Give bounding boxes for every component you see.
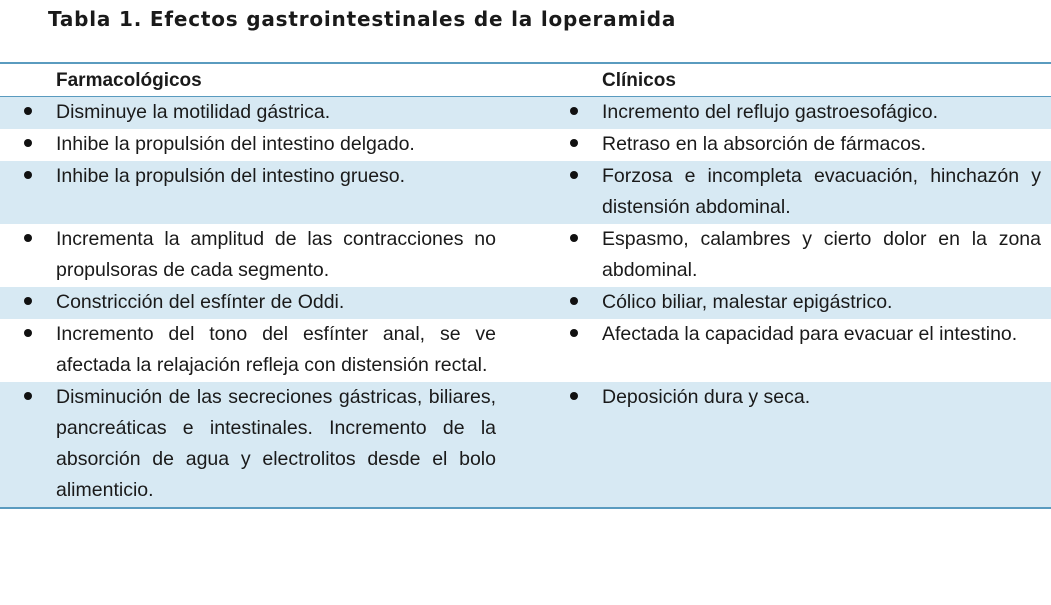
bullet-icon: [0, 129, 56, 161]
bullet-icon: [0, 224, 56, 287]
table-row: [0, 382, 1051, 508]
bullet-icon: [0, 287, 56, 319]
table-title: Tabla 1. Efectos gastrointestinales de la loperamida: [48, 7, 677, 31]
bullet-icon: [0, 161, 56, 224]
bullet-icon: [0, 382, 56, 508]
table-row: [0, 161, 1051, 224]
table-row: [0, 129, 1051, 161]
bullet-icon: [546, 161, 602, 224]
bullet-icon: [546, 287, 602, 319]
clinico-cell: Retraso en la absorción de fármacos.: [602, 133, 927, 155]
header-farmacologicos: Farmacológicos: [56, 63, 496, 97]
clinico-cell: Espasmo, calambres y cierto dolor en la zona abdominal.: [602, 228, 1041, 281]
bullet-icon: [546, 382, 602, 508]
bullet-icon: [546, 319, 602, 382]
bullet-icon: [546, 97, 602, 130]
bullet-icon: [546, 129, 602, 161]
table-row: [0, 287, 1051, 319]
bullet-icon: [546, 224, 602, 287]
header-clinicos: Clínicos: [602, 63, 1051, 97]
bullet-icon: [0, 319, 56, 382]
clinico-cell: Deposición dura y seca.: [602, 382, 1051, 508]
effects-table: [0, 62, 1051, 509]
farmacologico-cell: Disminuye la motilidad gástrica.: [56, 97, 496, 130]
farmacologico-cell: Inhibe la propulsión del intestino delgado.: [56, 133, 415, 155]
table-row: [0, 319, 1051, 382]
farmacologico-cell: Incremento del tono del esfínter anal, se ve afectada la relajación refleja con distensión rectal.: [56, 323, 496, 376]
clinico-cell: Afectada la capacidad para evacuar el intestino.: [602, 323, 1018, 345]
table-row: [0, 224, 1051, 287]
table-header-row: [0, 63, 1051, 97]
table-row: [0, 97, 1051, 130]
farmacologico-cell: Constricción del esfínter de Oddi.: [56, 287, 496, 319]
farmacologico-cell: Inhibe la propulsión del intestino grueso.: [56, 161, 496, 224]
farmacologico-cell: Incrementa la amplitud de las contracciones no propulsoras de cada segmento.: [56, 228, 496, 281]
effects-table-container: [0, 62, 1051, 509]
farmacologico-cell: Disminución de las secreciones gástricas, biliares, pancreáticas e intestinales. Incremento de la absorción de agua y electrolitos desde el bolo alimenticio.: [56, 382, 496, 508]
clinico-cell: Forzosa e incompleta evacuación, hinchazón y distensión abdominal.: [602, 161, 1051, 224]
bullet-icon: [0, 97, 56, 130]
clinico-cell: Cólico biliar, malestar epigástrico.: [602, 287, 1051, 319]
clinico-cell: Incremento del reflujo gastroesofágico.: [602, 97, 1051, 130]
